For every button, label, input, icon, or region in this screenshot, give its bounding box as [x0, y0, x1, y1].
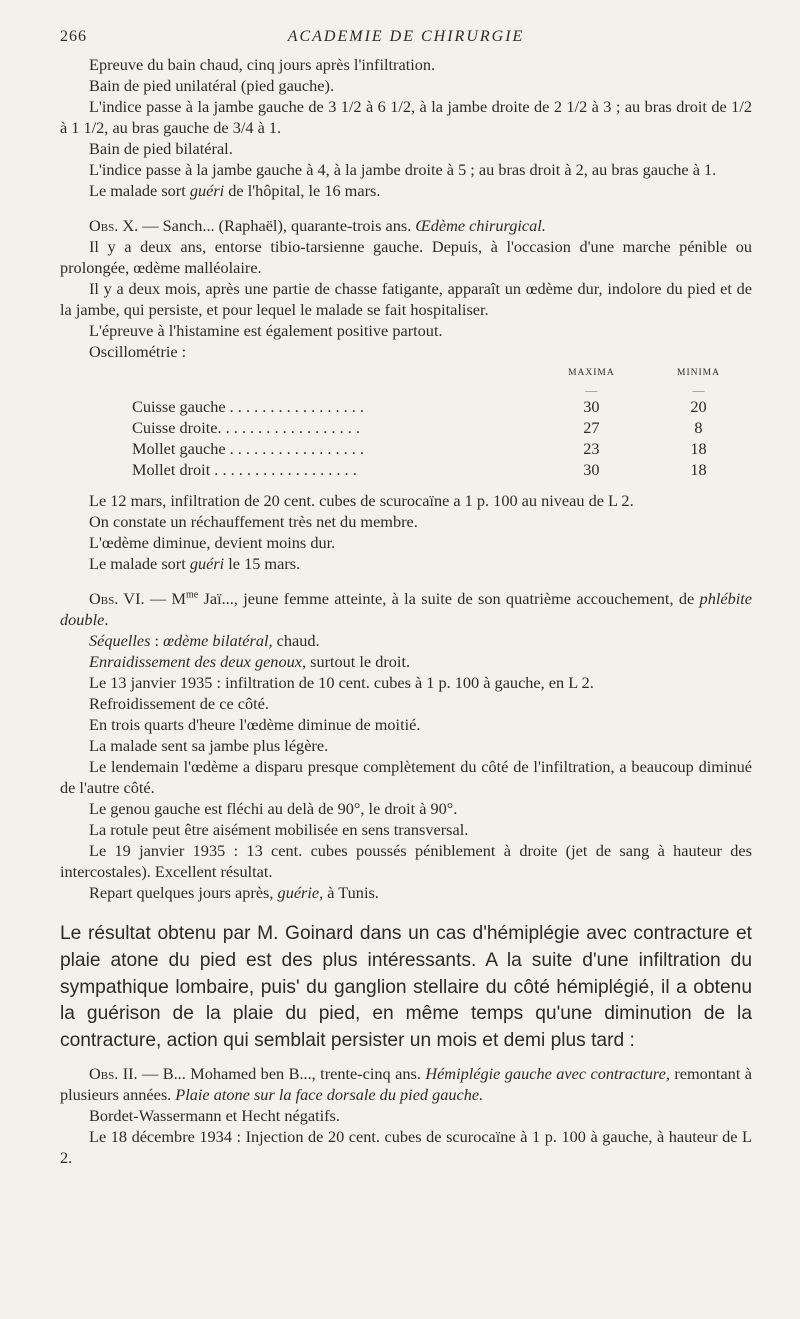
row-label: Mollet gauche . . . . . . . . . . . . . . . . .	[132, 439, 364, 458]
obs-ii	[60, 1063, 752, 1168]
obs-x-heading: Obs. X. — Sanch... (Raphaël), quarante-trois ans. Œdème chirurgical.	[89, 216, 546, 235]
paragraph: La malade sent sa jambe plus légère.	[89, 736, 329, 755]
paragraph: Bordet-Wassermann et Hecht négatifs.	[89, 1105, 340, 1125]
paragraph: Le malade sort guéri de l'hôpital, le 16 mars.	[89, 181, 381, 200]
minima-value: 18	[690, 439, 707, 458]
paragraph: Il y a deux mois, après une partie de chasse fatigante, apparaît un œdème dur, indolore du pied et de la jambe, qui persiste, et pour lequel le malade se fait hospitaliser.	[60, 279, 752, 319]
row-label: Mollet droit . . . . . . . . . . . . . . . . . .	[132, 460, 357, 479]
table-row	[132, 438, 752, 459]
col-header-maxima: MAXIMA	[568, 368, 615, 378]
main-paragraph: Le résultat obtenu par M. Goinard dans un cas d'hémiplégie avec contracture et plaie atone du pied est des plus intéressants. A la suite d'une infiltration du sympathique lombaire, puis' du ganglion stellaire du côté hémiplégié, il a obtenu la guérison de la plaie du pied, en même temps qu'une diminution de la contracture, action qui semblait persister un mois et demi plus tard :	[60, 923, 752, 1052]
page-header	[60, 28, 752, 54]
paragraph: L'épreuve à l'histamine est également positive partout.	[89, 321, 443, 340]
paragraph: Le 18 décembre 1934 : Injection de 20 cent. cubes de scurocaïne à 1 p. 100 à gauche, à hauteur de L 2.	[60, 1126, 752, 1167]
table-row	[132, 417, 752, 438]
table-row	[132, 459, 752, 480]
paragraph: Le lendemain l'œdème a disparu presque complètement du côté de l'infiltration, a beaucoup diminué de l'autre côté.	[60, 757, 752, 797]
paragraph: Bain de pied unilatéral (pied gauche).	[89, 76, 335, 95]
main-text	[60, 921, 752, 1055]
dash: —	[585, 383, 598, 397]
row-label: Cuisse gauche . . . . . . . . . . . . . . . . .	[132, 397, 364, 416]
paragraph: En trois quarts d'heure l'œdème diminue de moitié.	[89, 715, 421, 734]
paragraph: Epreuve du bain chaud, cinq jours après l'infiltration.	[89, 55, 436, 74]
paragraph: Repart quelques jours après, guérie, à Tunis.	[89, 883, 379, 902]
oscillometry-label: Oscillométrie :	[89, 342, 187, 361]
obs-vi-heading: Obs. VI. — $M^{me}$ Jaï..., jeune femme atteinte, à la suite de son quatrième accouchement, de phlébite double.	[60, 589, 752, 629]
obs-previous-continuation	[60, 54, 752, 201]
paragraph: La rotule peut être aisément mobilisée en sens transversal.	[89, 820, 469, 839]
obs-vi	[60, 588, 752, 903]
col-header-minima: MINIMA	[677, 368, 720, 378]
paragraph: On constate un réchauffement très net du membre.	[89, 512, 418, 531]
book-page	[60, 28, 752, 1168]
paragraph: L'indice passe à la jambe gauche de 3 1/2 à 6 1/2, à la jambe droite de 2 1/2 à 3 ; au bras droit de 1/2 à 1 1/2, au bras gauche de 3/4 à 1.	[60, 97, 752, 137]
paragraph: Le 19 janvier 1935 : 13 cent. cubes poussés péniblement à droite (jet de sang à hauteur des intercostales). Excellent résultat.	[60, 841, 752, 881]
paragraph: Le malade sort guéri le 15 mars.	[89, 554, 301, 573]
maxima-value: 27	[583, 418, 600, 437]
paragraph: Il y a deux ans, entorse tibio-tarsienne gauche. Depuis, à l'occasion d'une marche pénible ou prolongée, œdème malléolaire.	[60, 237, 752, 277]
paragraph: Le genou gauche est fléchi au delà de 90°, le droit à 90°.	[89, 799, 458, 818]
paragraph: L'indice passe à la jambe gauche à 4, à la jambe droite à 5 ; au bras droit à 2, au bras gauche à 1.	[89, 160, 717, 179]
maxima-value: 30	[583, 397, 600, 416]
page-number: 266	[60, 28, 87, 45]
paragraph: Enraidissement des deux genoux, surtout le droit.	[89, 652, 411, 671]
minima-value: 18	[690, 460, 707, 479]
minima-value: 20	[690, 397, 707, 416]
table-row	[132, 396, 752, 417]
maxima-value: 23	[583, 439, 600, 458]
dash: —	[692, 383, 705, 397]
paragraph: Le 13 janvier 1935 : infiltration de 10 cent. cubes à 1 p. 100 à gauche, en L 2.	[89, 673, 594, 692]
maxima-value: 30	[583, 460, 600, 479]
obs-ii-heading: Obs. II. — B... Mohamed ben B..., trente-cinq ans. Hémiplégie gauche avec contracture, remontant à plusieurs années. Plaie atone sur la face dorsale du pied gauche.	[60, 1063, 752, 1104]
paragraph: Bain de pied bilatéral.	[89, 139, 233, 158]
paragraph: L'œdème diminue, devient moins dur.	[89, 533, 336, 552]
paragraph: Refroidissement de ce côté.	[89, 694, 269, 713]
running-title: ACADEMIE DE CHIRURGIE	[287, 28, 525, 45]
obs-x	[60, 215, 752, 574]
paragraph: Le 12 mars, infiltration de 20 cent. cubes de scurocaïne a 1 p. 100 au niveau de L 2.	[89, 491, 634, 510]
paragraph: Séquelles : œdème bilatéral, chaud.	[89, 631, 320, 650]
oscillometry-table	[132, 362, 752, 480]
row-label: Cuisse droite. . . . . . . . . . . . . . . . . .	[132, 418, 360, 437]
minima-value: 8	[694, 418, 703, 437]
